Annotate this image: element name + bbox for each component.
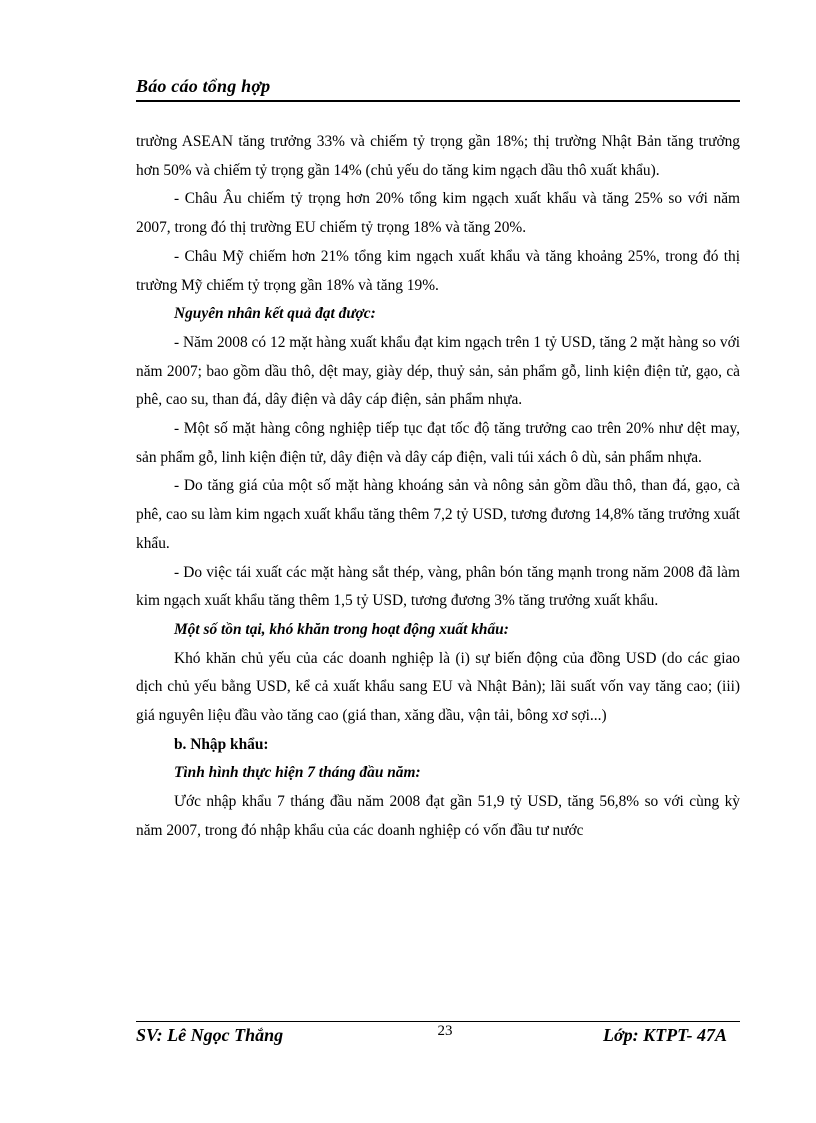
paragraph: - Châu Mỹ chiếm hơn 21% tổng kim ngạch xuất khẩu và tăng khoảng 25%, trong đó thị trường Mỹ chiếm tỷ trọng gần 18% và tăng 19%. [136,247,740,294]
paragraph: - Do việc tái xuất các mặt hàng sắt thép, vàng, phân bón tăng mạnh trong năm 2008 đã làm kim ngạch xuất khẩu tăng thêm 1,5 tỷ USD, tương đương 3% tăng trưởng xuất khẩu. [136,563,740,610]
page-number: 23 [437,1023,453,1039]
paragraph: - Năm 2008 có 12 mặt hàng xuất khẩu đạt kim ngạch trên 1 tỷ USD, tăng 2 mặt hàng so với năm 2007; bao gồm dầu thô, dệt may, giày dép, thuỷ sản, sản phẩm gỗ, linh kiện điện tử, gạo, cà phê, cao su, than đá, dây điện và dây cáp điện, sản phẩm nhựa. [136,333,740,409]
page-header [136,74,740,102]
paragraph: - Một số mặt hàng công nghiệp tiếp tục đạt tốc độ tăng trưởng cao trên 20% như dệt may, sản phẩm gỗ, linh kiện điện tử, dây điện và dây cáp điện, vali túi xách ô dù, sản phẩm nhựa. [136,420,740,466]
section-heading: Nguyên nhân kết quả đạt được: [174,305,376,323]
document-body [136,128,740,846]
paragraph: trường ASEAN tăng trưởng 33% và chiếm tỷ trọng gần 18%; thị trường Nhật Bản tăng trưởng hơn 50% và chiếm tỷ trọng gần 14% (chủ yếu do tăng kim ngạch dầu thô xuất khẩu). [136,133,740,179]
paragraph: - Châu Âu chiếm tỷ trọng hơn 20% tổng kim ngạch xuất khẩu và tăng 25% so với năm 2007, trong đó thị trường EU chiếm tỷ trọng 18% và tăng 20%. [136,190,740,237]
section-heading: Tình hình thực hiện 7 tháng đầu năm: [174,764,421,782]
footer-student: SV: Lê Ngọc Thắng [136,1025,284,1045]
paragraph: - Do tăng giá của một số mặt hàng khoáng sản và nông sản gồm dầu thô, than đá, gạo, cà phê, cao su làm kim ngạch xuất khẩu tăng thêm 7,2 tỷ USD, tương đương 14,8% tăng trưởng xuất khẩu. [136,477,740,552]
subsection-heading: b. Nhập khẩu: [174,735,269,753]
footer-class: Lớp: KTPT- 47A [603,1025,727,1045]
paragraph: Ước nhập khẩu 7 tháng đầu năm 2008 đạt gần 51,9 tỷ USD, tăng 56,8% so với cùng kỳ năm 2007, trong đó nhập khẩu của các doanh nghiệp có vốn đầu tư nước [136,793,740,839]
paragraph: Khó khăn chủ yếu của các doanh nghiệp là (i) sự biến động của đồng USD (do các giao dịch chủ yếu bằng USD, kể cả xuất khẩu sang EU và Nhật Bản); lãi suất vốn vay tăng cao; (iii) giá nguyên liệu đầu vào tăng cao (giá than, xăng dầu, vận tải, bông xơ sợi...) [136,649,740,725]
section-heading: Một số tồn tại, khó khăn trong hoạt động xuất khẩu: [174,620,509,638]
footer-divider [136,1021,740,1022]
header-title: Báo cáo tổng hợp [136,76,271,96]
